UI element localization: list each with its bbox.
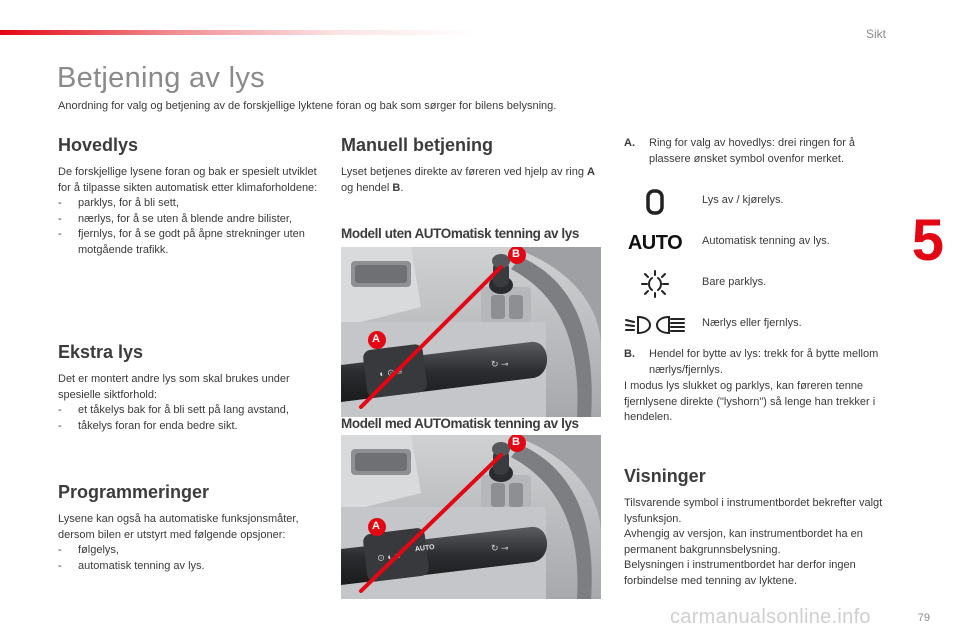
stalk-photo-no-auto xyxy=(341,247,601,417)
section-ekstra-lys xyxy=(58,341,320,434)
svg-text:⊙ ◐ ≡: ⊙ ◐ ≡ xyxy=(376,550,401,564)
hendel-b-description xyxy=(624,347,884,378)
stalk-illustration-icon xyxy=(341,435,601,599)
program-title: Programmeringer xyxy=(58,482,210,502)
manual-text: Lyset betjenes direkte av føreren ved hjelp av ring A og hendel B. xyxy=(341,166,595,194)
symbol-row-off xyxy=(620,184,880,220)
ring-a-description xyxy=(624,136,884,167)
zero-ring-icon xyxy=(620,184,690,220)
svg-text:↻ ⊸: ↻ ⊸ xyxy=(491,359,509,369)
visninger-text: Tilsvarende symbol i instrumentbordet bekrefter valgt lysfunksjon. Avhengig av versjon, kan instrumentbordet ha en permanent bakgrunnsbelysning. Belysningen i instrumentbordet har derfor ingen forbindelse med tenning av lyktene. xyxy=(624,497,883,587)
section-visninger xyxy=(624,465,889,589)
symbol-label: Nærlys eller fjernlys. xyxy=(702,317,802,329)
section-hovedlys xyxy=(58,134,320,258)
symbol-row-beams xyxy=(620,307,880,343)
page-title: Betjening av lys xyxy=(57,62,265,94)
low-high-beam-icon xyxy=(620,307,690,343)
svg-text:↻ ⊸: ↻ ⊸ xyxy=(491,543,509,553)
hendel-text: Hendel for bytte av lys: trekk for å bytte mellom nærlys/fjernlys. xyxy=(649,348,879,376)
svg-text:◐ ⊙ ≡: ◐ ⊙ ≡ xyxy=(378,366,403,379)
list-item: - et tåkelys bak for å bli sett på lang avstand, xyxy=(58,403,320,419)
chapter-number: 5 xyxy=(911,208,944,273)
symbol-label: Lys av / kjørelys. xyxy=(702,194,784,206)
section-manuell xyxy=(341,134,603,196)
hovedlys-text: De forskjellige lysene foran og bak er spesielt utviklet for å tilpasse sikten automatisk etter klimaforholdene: xyxy=(58,166,318,194)
hovedlys-list xyxy=(58,196,320,258)
watermark: carmanualsonline.info xyxy=(670,606,871,628)
stalk-illustration-icon xyxy=(341,247,601,417)
ekstra-text: Det er montert andre lys som skal brukes under spesielle siktforhold: xyxy=(58,373,290,401)
page-number: 79 xyxy=(917,612,930,624)
visninger-title: Visninger xyxy=(624,466,706,486)
section-programmeringer xyxy=(58,481,320,574)
list-item: - automatisk tenning av lys. xyxy=(58,559,320,575)
program-list xyxy=(58,543,320,574)
program-text: Lysene kan også ha automatiske funksjonsmåter, dersom bilen er utstyrt med følgende opsjoner: xyxy=(58,513,299,541)
manual-title: Manuell betjening xyxy=(341,135,494,155)
stalk-photo-with-auto xyxy=(341,435,601,599)
subheading-with-auto: Modell med AUTOmatisk tenning av lys xyxy=(341,416,579,431)
auto-icon: AUTO xyxy=(627,231,683,254)
list-item: - parklys, for å bli sett, xyxy=(58,196,320,212)
photo-label-a: A xyxy=(372,520,380,532)
parking-light-icon xyxy=(620,266,690,302)
ring-text: Ring for valg av hovedlys: drei ringen for å plassere ønsket symbol ovenfor merket. xyxy=(649,137,856,165)
ekstra-list xyxy=(58,403,320,434)
subheading-no-auto: Modell uten AUTOmatisk tenning av lys xyxy=(341,226,579,241)
symbol-label: Automatisk tenning av lys. xyxy=(702,235,830,247)
symbol-row-auto xyxy=(620,225,880,261)
hovedlys-title: Hovedlys xyxy=(58,135,139,155)
photo-label-b: B xyxy=(512,436,520,448)
photo-label-b: B xyxy=(512,248,520,260)
list-item: - følgelys, xyxy=(58,543,320,559)
page-intro: Anordning for valg og betjening av de forskjellige lyktene foran og bak som sørger for bilens belysning. xyxy=(58,100,557,112)
list-item: - nærlys, for å se uten å blende andre bilister, xyxy=(58,212,320,228)
list-item: - fjernlys, for å se godt på åpne strekninger uten motgående trafikk. xyxy=(58,227,320,258)
list-item: - tåkelys foran for enda bedre sikt. xyxy=(58,419,320,435)
photo-label-a: A xyxy=(372,333,380,345)
stalk-auto-text: AUTO xyxy=(414,543,436,554)
hendel-note: I modus lys slukket og parklys, kan føreren tenne fjernlysene direkte ("lyshorn") så lenge han trekker i hendelen. xyxy=(624,380,876,423)
header-accent-bar xyxy=(0,30,480,35)
ring-key: A. xyxy=(624,137,635,149)
symbol-row-parking xyxy=(620,266,880,302)
symbol-label: Bare parklys. xyxy=(702,276,767,288)
ekstra-title: Ekstra lys xyxy=(58,342,144,362)
hendel-key: B. xyxy=(624,348,635,360)
section-label: Sikt xyxy=(865,27,886,41)
